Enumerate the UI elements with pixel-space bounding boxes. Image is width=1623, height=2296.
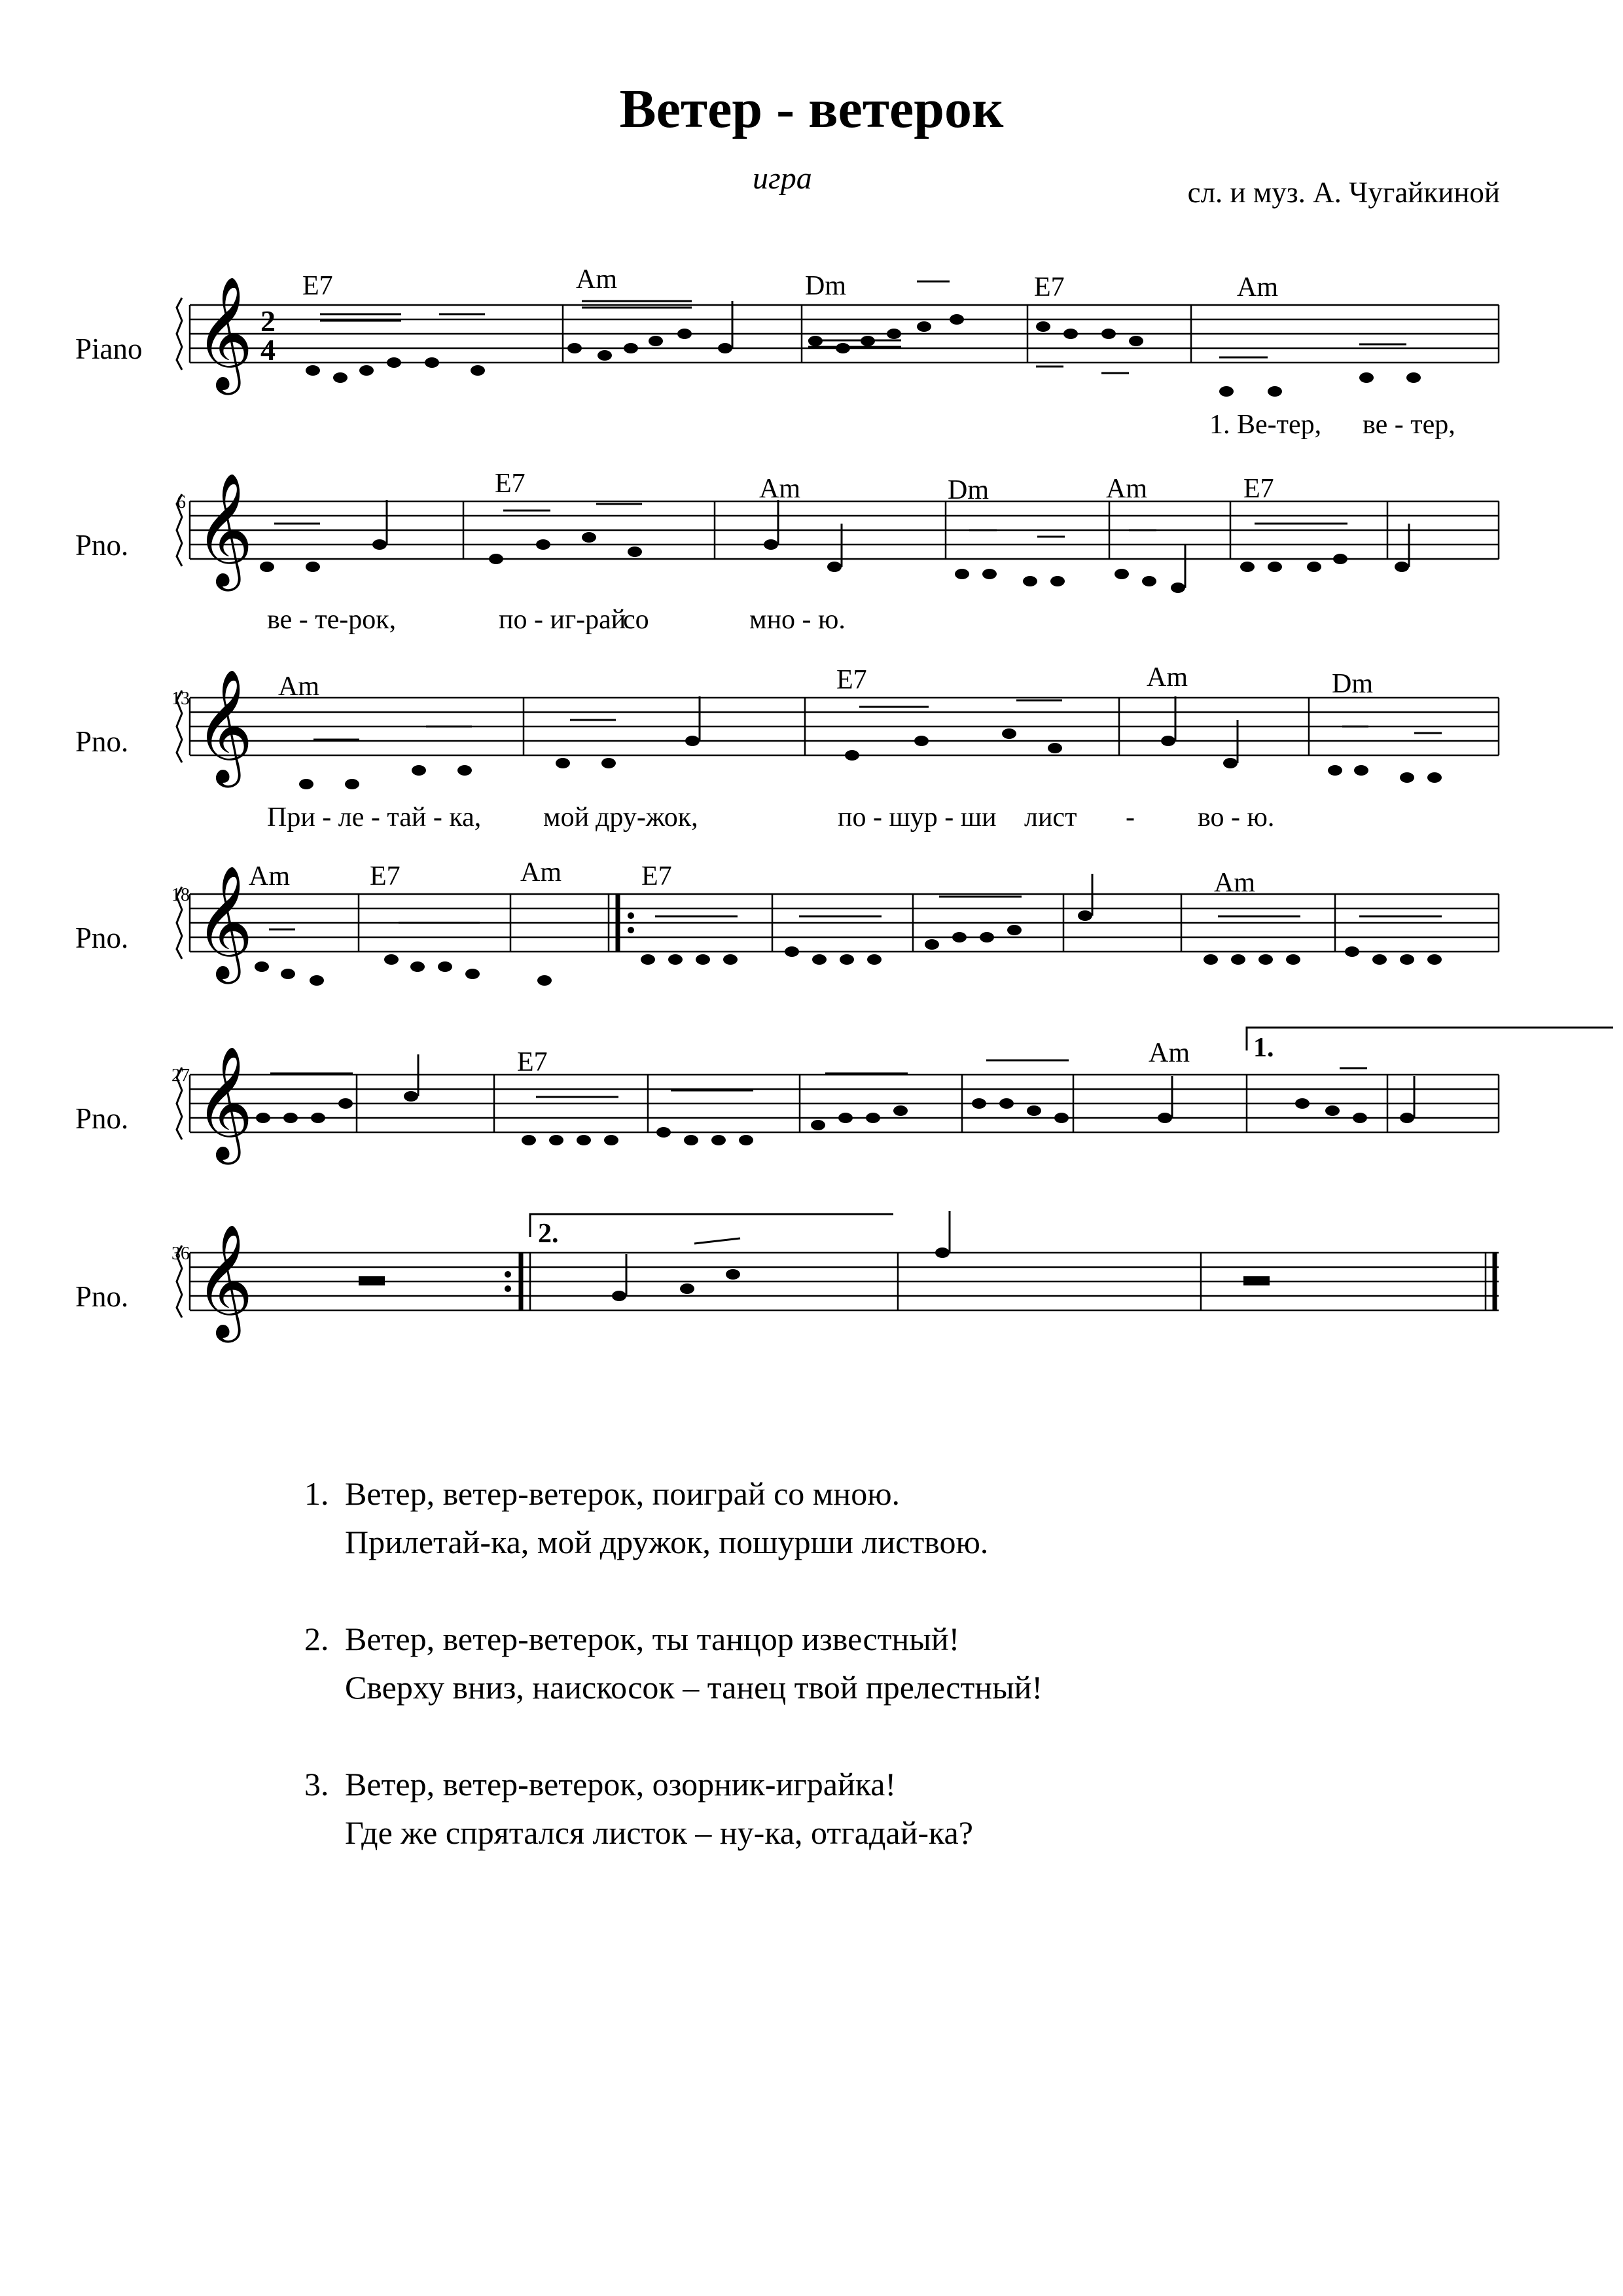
treble-clef-icon: 𝄞: [195, 672, 253, 781]
system-2: [75, 469, 1499, 635]
lyric: по - шур - ши: [838, 802, 997, 833]
lyric: лист: [1024, 802, 1077, 833]
verses: [304, 1469, 1043, 1905]
lyric: по - иг-рай: [499, 605, 626, 635]
chord-symbol: Dm: [948, 475, 989, 505]
system-3: [75, 662, 1499, 833]
treble-clef-icon: 𝄞: [195, 869, 253, 977]
lyric: дру-жок,: [596, 802, 698, 833]
lyric: мой: [543, 802, 590, 833]
chord-symbol: E7: [836, 665, 867, 695]
measure-number: 36: [171, 1244, 190, 1264]
lyric: во - ю.: [1198, 802, 1275, 833]
volta-2: 2.: [538, 1219, 559, 1249]
instrument-label: Piano: [75, 332, 143, 365]
measure-number: 18: [171, 885, 190, 905]
lyric: ве - тер,: [1363, 410, 1455, 440]
instrument-label: Pno.: [75, 922, 129, 954]
verse-line: Ветер, ветер-ветерок, ты танцор известный!: [345, 1621, 960, 1657]
chord-symbol: Am: [759, 474, 800, 504]
chord-symbol: E7: [302, 271, 333, 301]
chord-symbol: E7: [370, 861, 401, 891]
system-6: [75, 1211, 1499, 1343]
chord-symbol: E7: [1243, 474, 1274, 504]
notes: [306, 314, 1421, 397]
verse-line: Прилетай-ка, мой дружок, пошурши листвою.: [345, 1524, 989, 1560]
time-sig-bottom: 4: [260, 333, 276, 367]
whole-rest-icon: [1243, 1276, 1270, 1285]
lyric: -: [1126, 802, 1135, 833]
treble-clef-icon: 𝄞: [195, 476, 253, 584]
verse-line: Где же спрятался листок – ну-ка, отгадай-ка?: [345, 1814, 973, 1851]
chord-symbol: Am: [1106, 474, 1147, 504]
treble-clef-icon: 𝄞: [195, 279, 253, 388]
chord-symbol: Am: [1147, 662, 1188, 692]
chord-symbol: Am: [520, 857, 562, 888]
instrument-label: Pno.: [75, 529, 129, 562]
verse-number: 2.: [304, 1621, 329, 1657]
verse-3: [304, 1760, 1043, 1857]
instrument-label: Pno.: [75, 1102, 129, 1135]
chord-symbol: Am: [576, 264, 617, 295]
instrument-label: Pno.: [75, 1280, 129, 1313]
chord-symbol: Am: [1149, 1038, 1190, 1068]
lyric: При - ле - тай - ка,: [267, 802, 482, 833]
score-subtitle: игра: [753, 161, 812, 196]
lyric: ве - те-рок,: [267, 605, 397, 635]
chord-symbol: E7: [517, 1047, 548, 1077]
measure-number: 13: [171, 689, 190, 709]
chord-symbol: E7: [495, 469, 526, 499]
chord-symbol: E7: [641, 861, 672, 891]
verse-number: 3.: [304, 1766, 329, 1803]
volta-1: 1.: [1253, 1033, 1274, 1063]
verse-number: 1.: [304, 1475, 329, 1512]
measure-number: 27: [171, 1066, 190, 1086]
chord-symbol: Am: [278, 672, 319, 702]
composer-credit: сл. и муз. А. Чугайкиной: [1187, 176, 1500, 209]
chord-symbol: Dm: [1332, 669, 1373, 699]
chord-symbol: Dm: [805, 271, 846, 301]
system-1: [75, 264, 1499, 440]
treble-clef-icon: 𝄞: [195, 1049, 253, 1158]
verse-line: Сверху вниз, наискосок – танец твой прелестный!: [345, 1669, 1043, 1706]
verse-1: [304, 1469, 1043, 1566]
instrument-label: Pno.: [75, 725, 129, 758]
whole-rest-icon: [359, 1276, 385, 1285]
system-4: [75, 857, 1499, 986]
lyric: 1. Ве-тер,: [1209, 410, 1322, 440]
verse-line: Ветер, ветер-ветерок, поиграй со мною.: [345, 1475, 901, 1512]
chord-symbol: Am: [1214, 868, 1255, 898]
chord-symbol: E7: [1034, 272, 1065, 302]
time-sig-top: 2: [260, 304, 276, 338]
verse-2: [304, 1615, 1043, 1712]
lyric: со: [623, 605, 649, 635]
chord-symbol: Am: [249, 861, 290, 891]
treble-clef-icon: 𝄞: [195, 1227, 253, 1336]
chord-symbol: Am: [1237, 272, 1278, 302]
measure-number: 6: [177, 492, 186, 512]
lyric: мно - ю.: [749, 605, 846, 635]
system-5: [75, 1028, 1613, 1165]
score-title: Ветер - ветерок: [619, 79, 1004, 139]
verse-line: Ветер, ветер-ветерок, озорник-играйка!: [345, 1766, 897, 1803]
